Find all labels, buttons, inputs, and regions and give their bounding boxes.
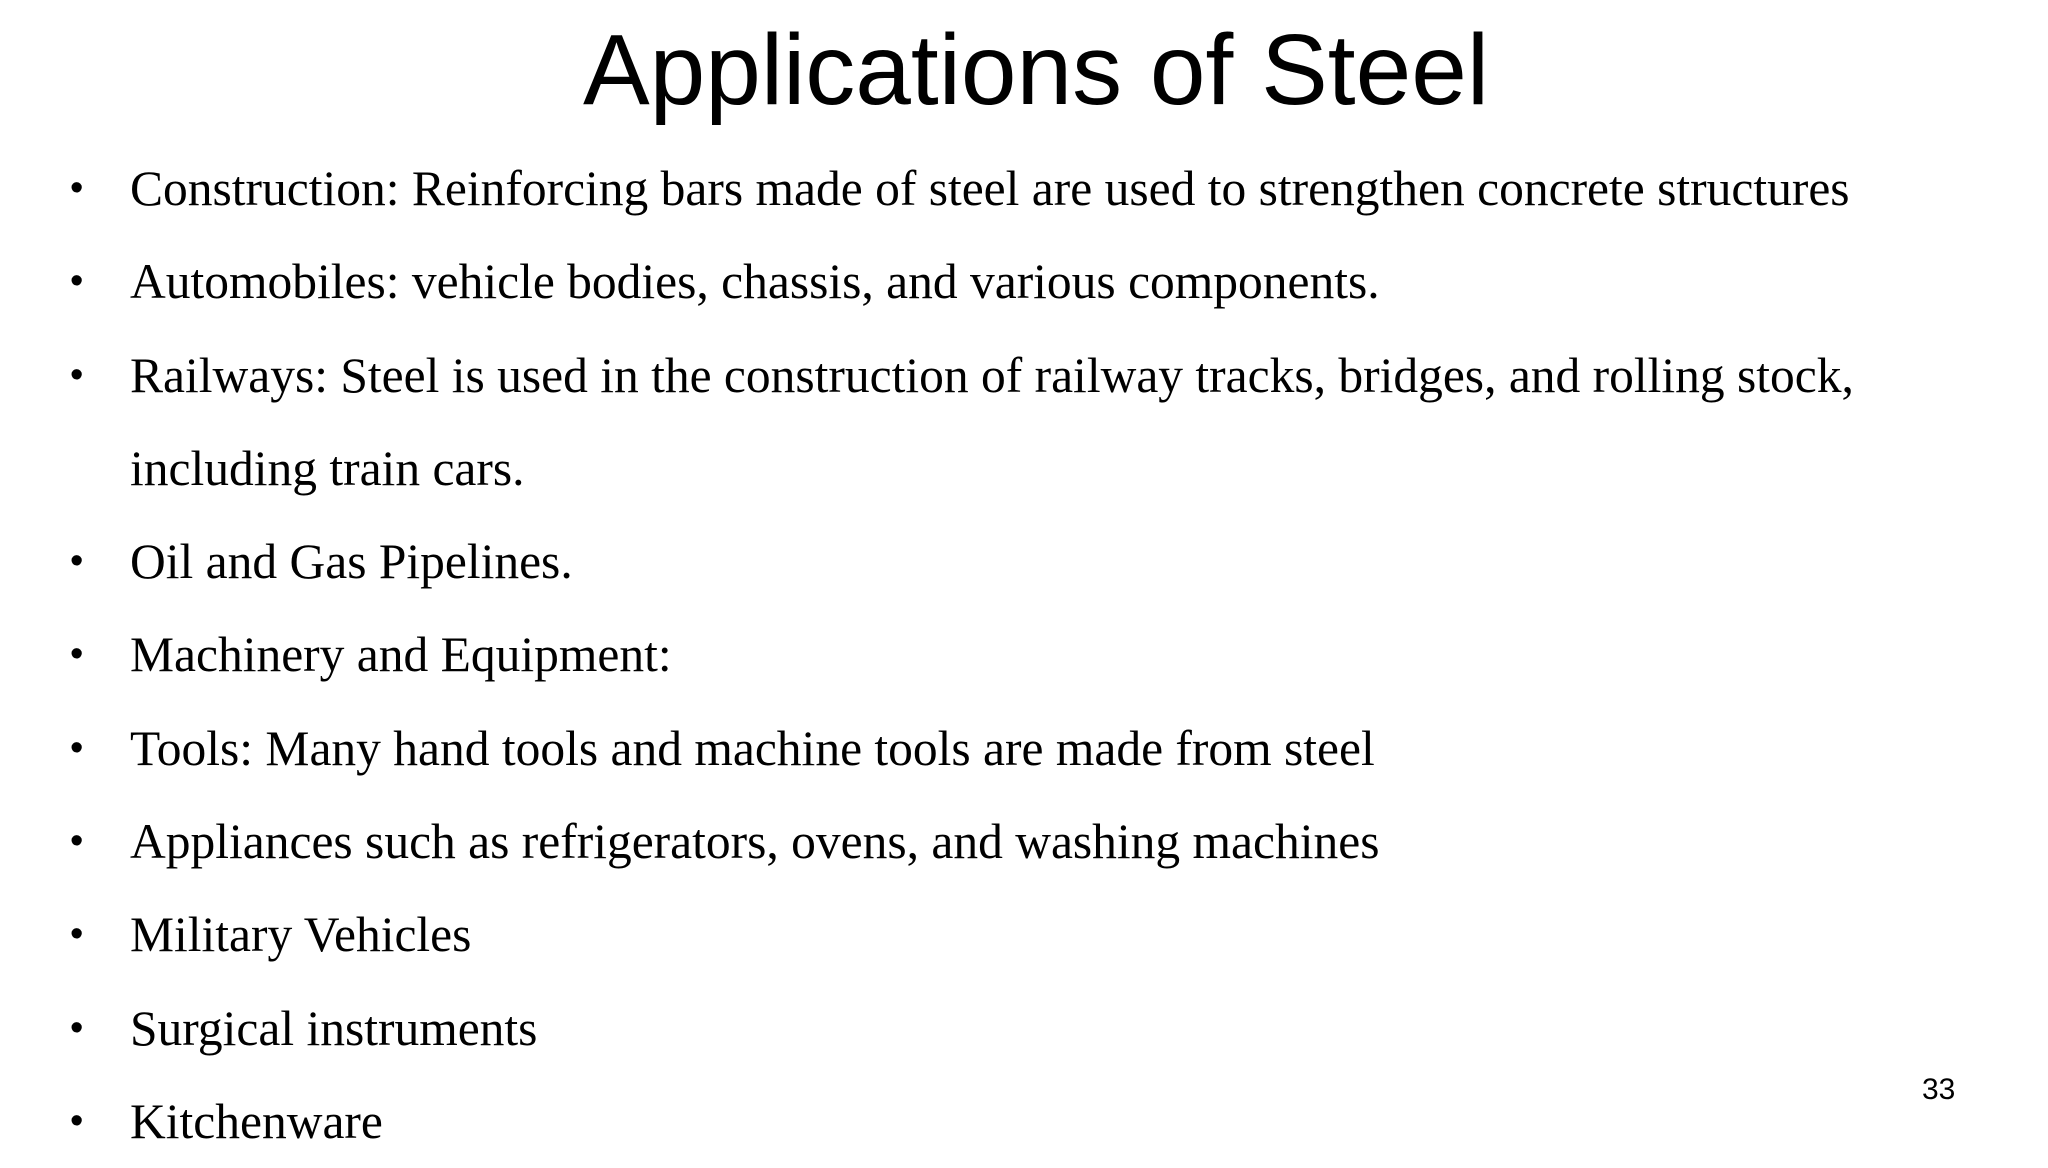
- list-item-text: Railways: Steel is used in the construction of railway tracks, bridges, and rolling stock, including train cars.: [130, 347, 1854, 496]
- bullet-icon: •: [70, 540, 84, 583]
- bullet-icon: •: [70, 726, 84, 769]
- bullet-icon: •: [70, 913, 84, 956]
- list-item: [0, 982, 1980, 1075]
- list-item: [0, 702, 1980, 795]
- list-item-text: Machinery and Equipment:: [130, 627, 672, 683]
- list-item: [0, 142, 1980, 235]
- list-item-text: Oil and Gas Pipelines.: [130, 534, 573, 590]
- list-item: [0, 1075, 1980, 1168]
- bullet-icon: •: [70, 633, 84, 676]
- bullet-icon: •: [70, 260, 84, 303]
- list-item-text: Automobiles: vehicle bodies, chassis, and various components.: [130, 254, 1380, 310]
- list-item: [0, 329, 1980, 516]
- list-item: [0, 235, 1980, 328]
- list-item-text: Tools: Many hand tools and machine tools are made from steel: [130, 720, 1375, 776]
- list-item-text: Surgical instruments: [130, 1000, 538, 1056]
- bullet-icon: •: [70, 1006, 84, 1049]
- page-number: 33: [1922, 1073, 1956, 1106]
- list-item: [0, 795, 1980, 888]
- bullet-icon: •: [70, 353, 84, 396]
- list-item: [0, 888, 1980, 981]
- list-item-text: Construction: Reinforcing bars made of steel are used to strengthen concrete structures: [130, 161, 1850, 216]
- list-item: [0, 608, 1980, 701]
- list-item-text: Military Vehicles: [130, 907, 472, 963]
- slide-title: Applications of Steel: [582, 14, 1490, 126]
- bullet-icon: •: [70, 1099, 84, 1142]
- bullet-list: [0, 142, 1980, 1168]
- list-item-text: Appliances such as refrigerators, ovens, and washing machines: [130, 814, 1380, 870]
- list-item-text: Kitchenware: [130, 1093, 383, 1149]
- list-item: [0, 515, 1980, 608]
- bullet-icon: •: [70, 820, 84, 863]
- bullet-icon: •: [70, 167, 84, 209]
